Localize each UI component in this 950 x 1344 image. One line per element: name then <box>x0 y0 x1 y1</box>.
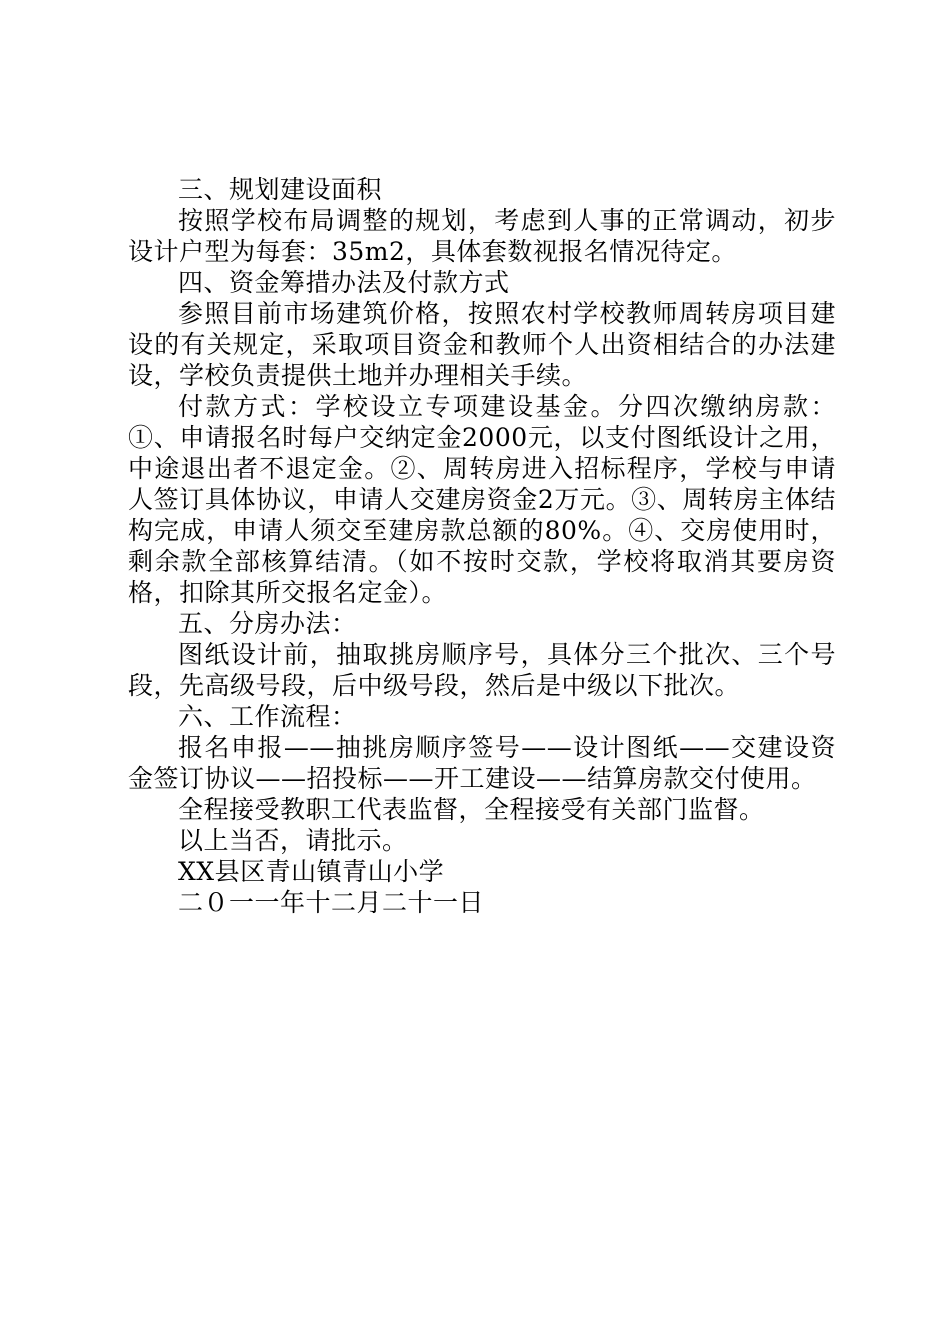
heading-funding-payment: 四、资金筹措办法及付款方式 <box>178 268 510 297</box>
paragraph-funding: 参照目前市场建筑价格，按照农村学校教师周转房项目建设的有关规定，采取项目资金和教师个人出资相结合的办法建设，学校负责提供土地并办理相关手续。 <box>128 299 836 390</box>
paragraph-housing-allocation: 图纸设计前，抽取挑房顺序号，具体分三个批次、三个号段，先高级号段，后中级号段，然后是中级以下批次。 <box>128 640 836 700</box>
heading-workflow: 六、工作流程： <box>178 702 357 731</box>
signature-school: XX县区青山镇青山小学 <box>178 857 445 886</box>
paragraph-planning-area: 按照学校布局调整的规划，考虑到人事的正常调动，初步设计户型为每套：35m2，具体套数视报名情况待定。 <box>128 206 836 266</box>
paragraph-payment-method: 付款方式：学校设立专项建设基金。分四次缴纳房款：①、申请报名时每户交纳定金2000元，以支付图纸设计之用，中途退出者不退定金。②、周转房进入招标程序，学校与申请人签订具体协议，申请人交建房资金2万元。③、周转房主体结构完成，申请人须交至建房款总额的80%。④、交房使用时，剩余款全部核算结清。（如不按时交款，学校将取消其要房资格，扣除其所交报名定金）。 <box>128 392 836 607</box>
document-body <box>128 174 836 918</box>
heading-planning-area: 三、规划建设面积 <box>178 175 383 204</box>
heading-housing-allocation: 五、分房办法： <box>178 609 357 638</box>
paragraph-request-approval: 以上当否，请批示。 <box>178 826 408 855</box>
signature-date: 二０一一年十二月二十一日 <box>178 888 485 917</box>
paragraph-supervision: 全程接受教职工代表监督，全程接受有关部门监督。 <box>178 795 765 824</box>
paragraph-workflow: 报名申报——抽挑房顺序签号——设计图纸——交建设资金签订协议——招投标——开工建设——结算房款交付使用。 <box>128 733 836 793</box>
